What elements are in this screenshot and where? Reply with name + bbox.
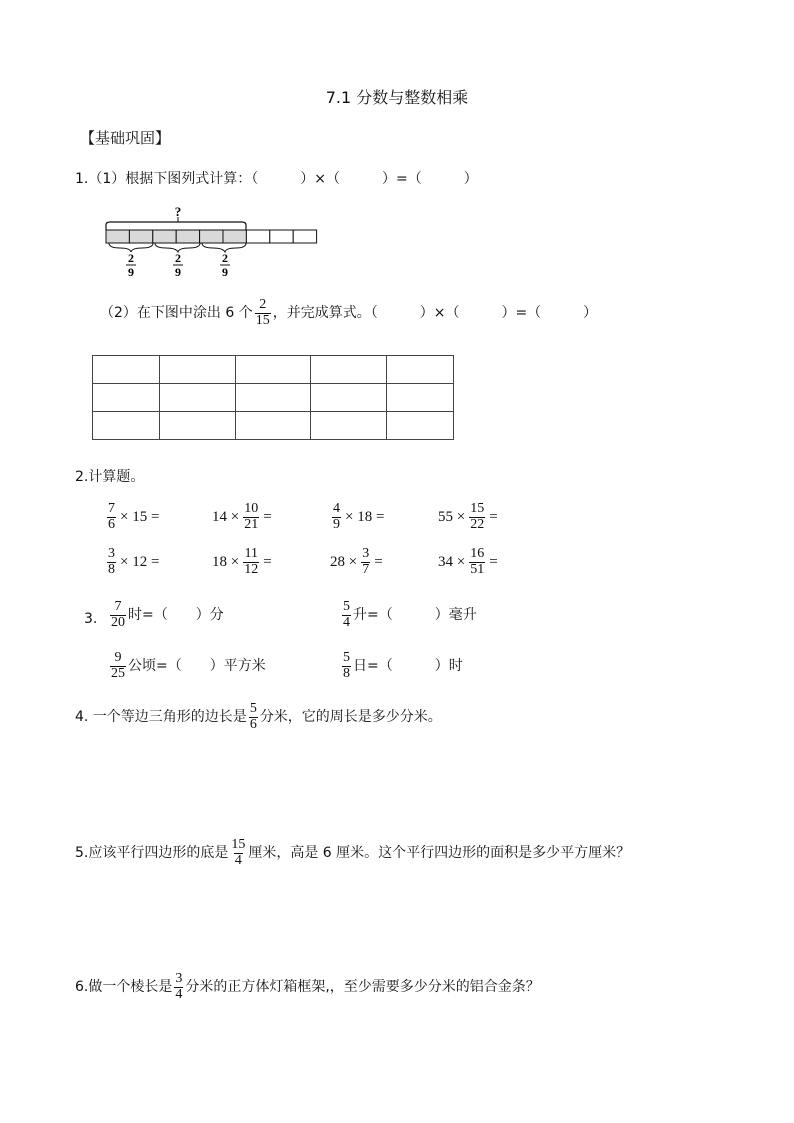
fraction-bar-figure xyxy=(100,200,325,280)
grid-cell[interactable] xyxy=(236,412,311,440)
grid-cell[interactable] xyxy=(311,384,387,412)
grid-cell[interactable] xyxy=(160,384,236,412)
grid-cell[interactable] xyxy=(311,412,387,440)
bar-cell-shaded xyxy=(223,230,246,243)
grid-cell[interactable] xyxy=(387,412,454,440)
svg-text:2: 2 xyxy=(222,251,228,265)
grid-cell[interactable] xyxy=(93,412,160,440)
q2-title: 2.计算题。 xyxy=(75,469,145,485)
calc-item: $\frac{3}{8}$ × 12 = xyxy=(108,546,160,577)
figure-label-2 xyxy=(173,251,183,279)
grid-cell[interactable] xyxy=(93,384,160,412)
q4: 4. 一个等边三角形的边长是 $\frac{5}{6}$ 分米，它的周长是多少分米。 xyxy=(75,701,442,732)
q3-item-3: $\frac{9}{25}$ 公顷=（ ）平方米 xyxy=(111,650,266,681)
bar-cell xyxy=(293,230,316,243)
grid-cell[interactable] xyxy=(93,356,160,384)
svg-text:2: 2 xyxy=(175,251,181,265)
grid-cell[interactable] xyxy=(160,356,236,384)
bar-cell xyxy=(270,230,293,243)
grid-cell[interactable] xyxy=(387,384,454,412)
svg-text:2: 2 xyxy=(128,251,134,265)
q5: 5.应该平行四边形的底是 $\frac{15}{4}$ 厘米，高是 6 厘米。这个平行四边形的面积是多少平方厘米？ xyxy=(75,837,631,868)
grid-cell[interactable] xyxy=(236,384,311,412)
figure-top-brace xyxy=(106,222,246,230)
calc-item: 14 × $\frac{10}{21}$ = xyxy=(212,501,272,532)
q1-part2-after: ，并完成算式。（ ）×（ ）=（ ） xyxy=(272,305,598,322)
svg-text:9: 9 xyxy=(128,265,134,279)
bar-cell-shaded xyxy=(176,230,199,243)
grid-row xyxy=(93,384,454,412)
figure-question-mark: ? xyxy=(174,204,182,219)
q3-item-2: $\frac{5}{4}$ 升=（ ）毫升 xyxy=(343,599,477,630)
bar-cell-shaded xyxy=(153,230,176,243)
bar-cell-shaded xyxy=(200,230,223,243)
calc-item: $\frac{4}{9}$ × 18 = xyxy=(333,501,385,532)
calc-item: 34 × $\frac{16}{51}$ = xyxy=(438,546,498,577)
figure-label-3 xyxy=(220,251,230,279)
svg-text:9: 9 xyxy=(222,265,228,279)
q6: 6.做一个棱长是 $\frac{3}{4}$ 分米的正方体灯箱框架,，至少需要多少分米的铝合金条？ xyxy=(75,971,540,1002)
q1-part2-fraction: $\frac{2}{15}$ xyxy=(255,297,270,328)
q1-part2 xyxy=(100,298,597,328)
grid-cell[interactable] xyxy=(387,356,454,384)
grid-row xyxy=(93,412,454,440)
q3-item-4: $\frac{5}{8}$ 日=（ ）时 xyxy=(343,650,463,681)
calc-item: 18 × $\frac{11}{12}$ = xyxy=(212,546,272,577)
grid-cell[interactable] xyxy=(311,356,387,384)
bar-cell-shaded xyxy=(129,230,152,243)
coloring-grid xyxy=(92,355,454,440)
figure-label-1 xyxy=(126,251,136,279)
grid-cell[interactable] xyxy=(160,412,236,440)
calc-item: 55 × $\frac{15}{22}$ = xyxy=(438,501,498,532)
q1-part1-text: 1.（1）根据下图列式计算：（ ）×（ ）=（ ） xyxy=(75,171,478,187)
grid-row xyxy=(93,356,454,384)
bar-cell xyxy=(246,230,269,243)
q3-label: 3. xyxy=(84,611,98,627)
grid-cell[interactable] xyxy=(236,356,311,384)
q1-part2-before: （2）在下图中涂出 6 个 xyxy=(100,305,253,322)
calc-item: $\frac{7}{6}$ × 15 = xyxy=(108,501,160,532)
figure-bar xyxy=(106,230,317,243)
page-title: 7.1 分数与整数相乘 xyxy=(325,88,469,107)
q3-item-1: $\frac{7}{20}$ 时=（ ）分 xyxy=(111,599,224,630)
svg-text:9: 9 xyxy=(175,265,181,279)
calc-item: 28 × $\frac{3}{7}$ = xyxy=(330,546,383,577)
bar-cell-shaded xyxy=(106,230,129,243)
section-heading: 【基础巩固】 xyxy=(80,129,171,147)
